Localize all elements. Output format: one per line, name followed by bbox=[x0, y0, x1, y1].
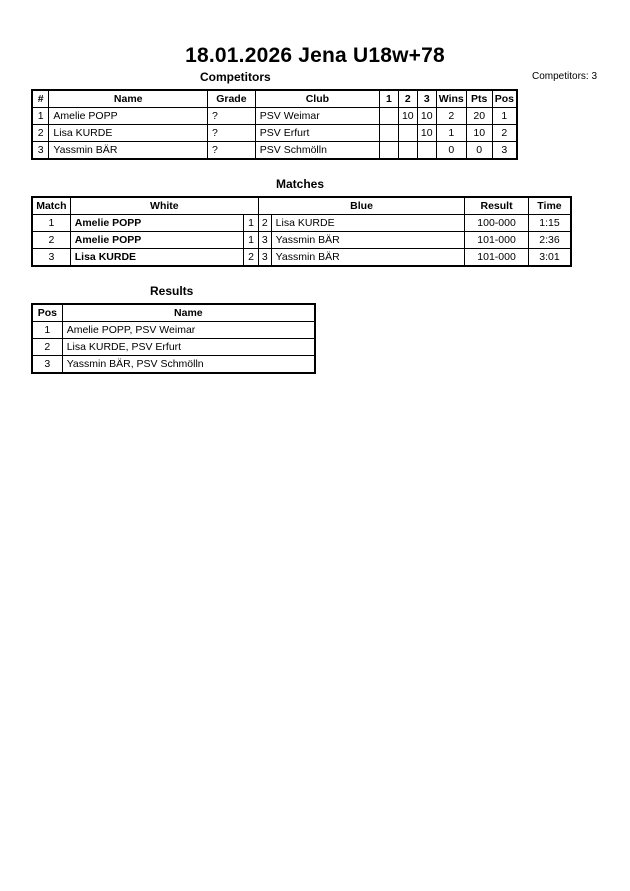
col-wins: Wins bbox=[436, 90, 466, 108]
match-blue-name: Yassmin BÄR bbox=[271, 232, 464, 249]
page-title bbox=[0, 44, 630, 68]
competitor-num: 1 bbox=[32, 108, 49, 125]
competitor-pts: 10 bbox=[466, 125, 492, 142]
competitor-r3 bbox=[417, 142, 436, 160]
table-row bbox=[32, 232, 571, 249]
competitors-header-row bbox=[32, 90, 517, 108]
col-round-1: 1 bbox=[379, 90, 398, 108]
competitor-grade: ? bbox=[208, 142, 256, 160]
col-results-pos: Pos bbox=[32, 304, 62, 322]
result-pos: 2 bbox=[32, 339, 62, 356]
competitor-club: PSV Schmölln bbox=[255, 142, 379, 160]
competitor-pts: 0 bbox=[466, 142, 492, 160]
competitor-name: Amelie POPP bbox=[49, 108, 208, 125]
match-number: 3 bbox=[32, 249, 70, 267]
match-blue-name: Yassmin BÄR bbox=[271, 249, 464, 267]
competitor-num: 2 bbox=[32, 125, 49, 142]
event-place: Jena bbox=[298, 44, 347, 67]
competitor-grade: ? bbox=[208, 108, 256, 125]
competitor-pos: 3 bbox=[492, 142, 517, 160]
competitor-pos: 2 bbox=[492, 125, 517, 142]
col-num: # bbox=[32, 90, 49, 108]
col-time: Time bbox=[528, 197, 571, 215]
col-white: White bbox=[70, 197, 258, 215]
col-round-2: 2 bbox=[398, 90, 417, 108]
col-result: Result bbox=[465, 197, 529, 215]
competitor-r1 bbox=[379, 142, 398, 160]
table-row bbox=[32, 142, 517, 160]
col-match: Match bbox=[32, 197, 70, 215]
col-name: Name bbox=[49, 90, 208, 108]
match-white-name: Amelie POPP bbox=[70, 232, 243, 249]
competitor-r1 bbox=[379, 108, 398, 125]
competitors-table bbox=[31, 89, 518, 160]
competitors-count: Competitors: 3 bbox=[532, 71, 598, 82]
results-header-row bbox=[32, 304, 315, 322]
match-result: 100-000 bbox=[465, 215, 529, 232]
table-row bbox=[32, 339, 315, 356]
match-blue-num: 3 bbox=[258, 249, 271, 267]
match-white-num: 1 bbox=[244, 232, 259, 249]
competitor-r3: 10 bbox=[417, 108, 436, 125]
col-club: Club bbox=[255, 90, 379, 108]
competitor-num: 3 bbox=[32, 142, 49, 160]
result-name: Amelie POPP, PSV Weimar bbox=[62, 322, 315, 339]
match-number: 1 bbox=[32, 215, 70, 232]
match-white-num: 2 bbox=[244, 249, 259, 267]
match-time: 2:36 bbox=[528, 232, 571, 249]
match-result: 101-000 bbox=[465, 249, 529, 267]
match-blue-name: Lisa KURDE bbox=[271, 215, 464, 232]
matches-table bbox=[31, 196, 572, 267]
result-pos: 1 bbox=[32, 322, 62, 339]
competitor-r2 bbox=[398, 125, 417, 142]
table-row bbox=[32, 108, 517, 125]
match-white-name: Amelie POPP bbox=[70, 215, 243, 232]
match-result: 101-000 bbox=[465, 232, 529, 249]
competitors-heading: Competitors bbox=[200, 70, 271, 84]
col-results-name: Name bbox=[62, 304, 315, 322]
match-number: 2 bbox=[32, 232, 70, 249]
result-name: Lisa KURDE, PSV Erfurt bbox=[62, 339, 315, 356]
competitor-wins: 1 bbox=[436, 125, 466, 142]
competitor-name: Lisa KURDE bbox=[49, 125, 208, 142]
match-time: 3:01 bbox=[528, 249, 571, 267]
matches-heading: Matches bbox=[276, 177, 325, 191]
table-row bbox=[32, 356, 315, 374]
competitor-club: PSV Weimar bbox=[255, 108, 379, 125]
competitor-r2 bbox=[398, 142, 417, 160]
col-blue: Blue bbox=[258, 197, 464, 215]
competitor-name: Yassmin BÄR bbox=[49, 142, 208, 160]
competitor-grade: ? bbox=[208, 125, 256, 142]
competitor-r1 bbox=[379, 125, 398, 142]
col-pts: Pts bbox=[466, 90, 492, 108]
competitor-pos: 1 bbox=[492, 108, 517, 125]
table-row bbox=[32, 322, 315, 339]
competitor-r3: 10 bbox=[417, 125, 436, 142]
table-row bbox=[32, 249, 571, 267]
competitor-wins: 2 bbox=[436, 108, 466, 125]
col-grade: Grade bbox=[208, 90, 256, 108]
competitor-pts: 20 bbox=[466, 108, 492, 125]
result-name: Yassmin BÄR, PSV Schmölln bbox=[62, 356, 315, 374]
matches-header-row bbox=[32, 197, 571, 215]
table-row bbox=[32, 125, 517, 142]
results-heading: Results bbox=[150, 284, 194, 298]
match-white-num: 1 bbox=[244, 215, 259, 232]
competitor-wins: 0 bbox=[436, 142, 466, 160]
event-category: U18w+78 bbox=[352, 44, 445, 67]
result-pos: 3 bbox=[32, 356, 62, 374]
match-time: 1:15 bbox=[528, 215, 571, 232]
match-blue-num: 2 bbox=[258, 215, 271, 232]
col-pos: Pos bbox=[492, 90, 517, 108]
results-table bbox=[31, 303, 316, 374]
match-white-name: Lisa KURDE bbox=[70, 249, 243, 267]
event-date: 18.01.2026 bbox=[185, 44, 293, 67]
table-row bbox=[32, 215, 571, 232]
competitor-club: PSV Erfurt bbox=[255, 125, 379, 142]
match-blue-num: 3 bbox=[258, 232, 271, 249]
competitor-r2: 10 bbox=[398, 108, 417, 125]
col-round-3: 3 bbox=[417, 90, 436, 108]
